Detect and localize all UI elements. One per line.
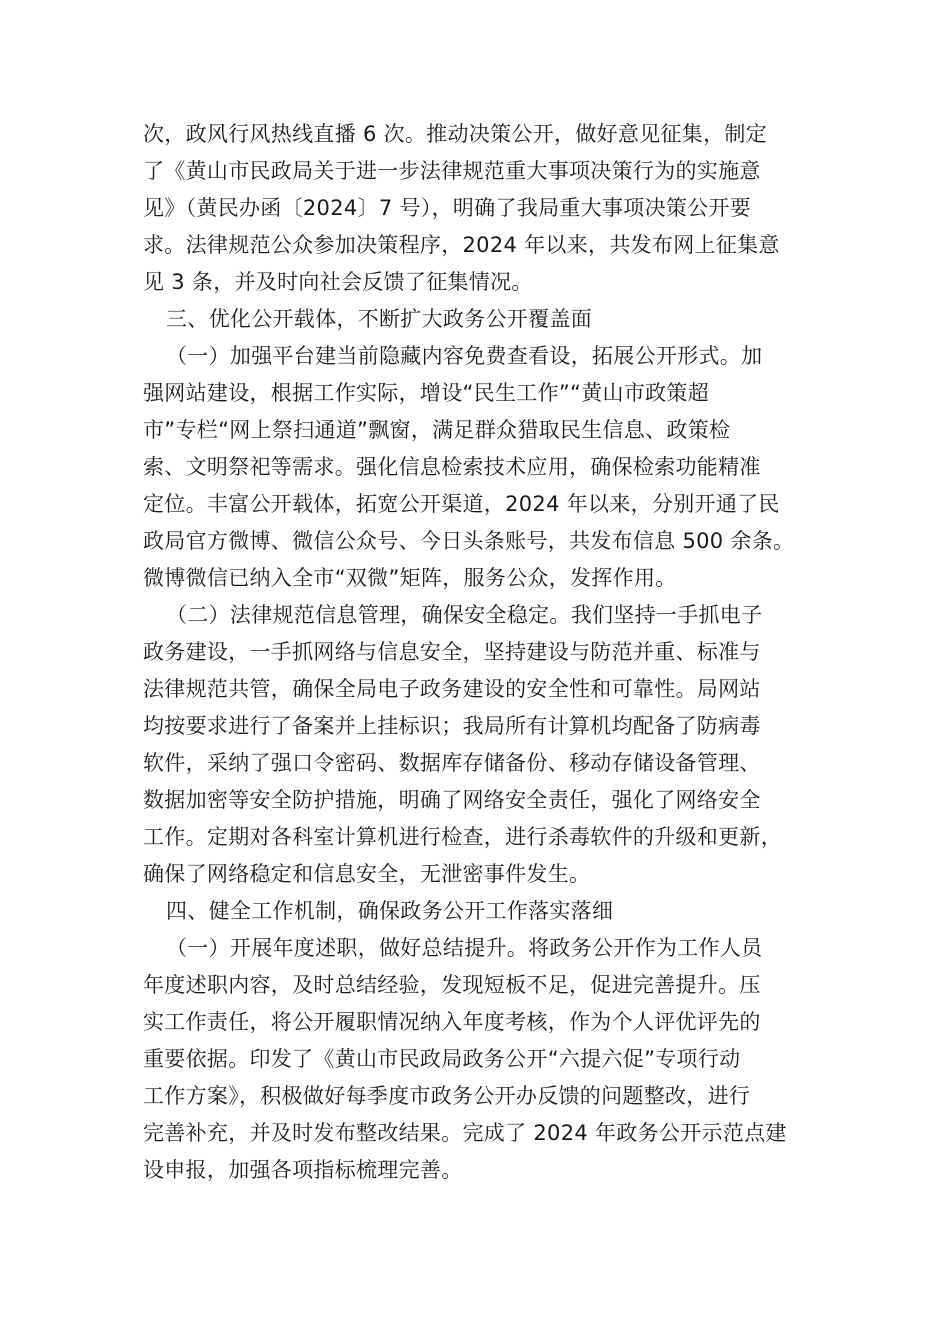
text-line: 完善补充，并及时发布整改结果。完成了 2024 年政务公开示范点建 [143, 1121, 787, 1145]
text-line: 三、优化公开载体，不断扩大政务公开覆盖面 [166, 307, 592, 331]
text-line: （一）加强平台建当前隐藏内容免费查看设，拓展公开形式。加 [166, 344, 763, 368]
text-line: 强网站建设，根据工作实际，增设“民生工作”“黄山市政策超 [143, 381, 710, 405]
text-line: 索、文明祭祀等需求。强化信息检索技术应用，确保检索功能精准 [143, 455, 761, 479]
text-line: 均按要求进行了备案并上挂标识；我局所有计算机均配备了防病毒 [143, 714, 761, 738]
text-line: 微博微信已纳入全市“双微”矩阵，服务公众，发挥作用。 [143, 566, 677, 590]
text-line: 实工作责任，将公开履职情况纳入年度考核，作为个人评优评先的 [143, 1010, 761, 1034]
text-line: 定位。丰富公开载体，拓宽公开渠道，2024 年以来，分别开通了民 [143, 492, 780, 516]
text-line: 工作。定期对各科室计算机进行检查，进行杀毒软件的升级和更新， [143, 825, 782, 849]
text-line: 年度述职内容，及时总结经验，发现短板不足，促进完善提升。压 [143, 973, 761, 997]
text-line: 工作方案》，积极做好每季度市政务公开办反馈的问题整改，进行 [143, 1084, 751, 1108]
text-line: 数据加密等安全防护措施，明确了网络安全责任，强化了网络安全 [143, 788, 761, 812]
text-line: 政局官方微博、微信公众号、今日头条账号，共发布信息 500 余条。 [143, 529, 795, 553]
text-line: 软件，采纳了强口令密码、数据库存储备份、移动存储设备管理、 [143, 751, 761, 775]
text-line: 见》（黄民办函〔2024〕7 号），明确了我局重大事项决策公开要 [143, 196, 752, 220]
text-line: 次，政风行风热线直播 6 次。推动决策公开，做好意见征集，制定 [143, 122, 768, 146]
text-line: 设申报，加强各项指标梳理完善。 [143, 1158, 463, 1182]
text-line: 政务建设，一手抓网络与信息安全，坚持建设与防范并重、标准与 [143, 640, 761, 664]
text-line: 四、健全工作机制，确保政务公开工作落实落细 [166, 899, 614, 923]
document-body [143, 116, 823, 1189]
text-line: 法律规范共管，确保全局电子政务建设的安全性和可靠性。局网站 [143, 677, 761, 701]
text-line: 重要依据。印发了《黄山市民政局政务公开“六提六促”专项行动 [143, 1047, 741, 1071]
text-line: 确保了网络稳定和信息安全，无泄密事件发生。 [143, 862, 591, 886]
text-line: 了《黄山市民政局关于进一步法律规范重大事项决策行为的实施意 [143, 159, 761, 183]
text-line: （二）法律规范信息管理，确保安全稳定。我们坚持一手抓电子 [166, 603, 763, 627]
text-line: 见 3 条，并及时向社会反馈了征集情况。 [143, 270, 533, 294]
text-line: 市”专栏“网上祭扫通道”飘窗，满足群众猎取民生信息、政策检 [143, 418, 731, 442]
text-line: （一）开展年度述职，做好总结提升。将政务公开作为工作人员 [166, 936, 763, 960]
text-line: 求。法律规范公众参加决策程序，2024 年以来，共发布网上征集意 [143, 233, 780, 257]
